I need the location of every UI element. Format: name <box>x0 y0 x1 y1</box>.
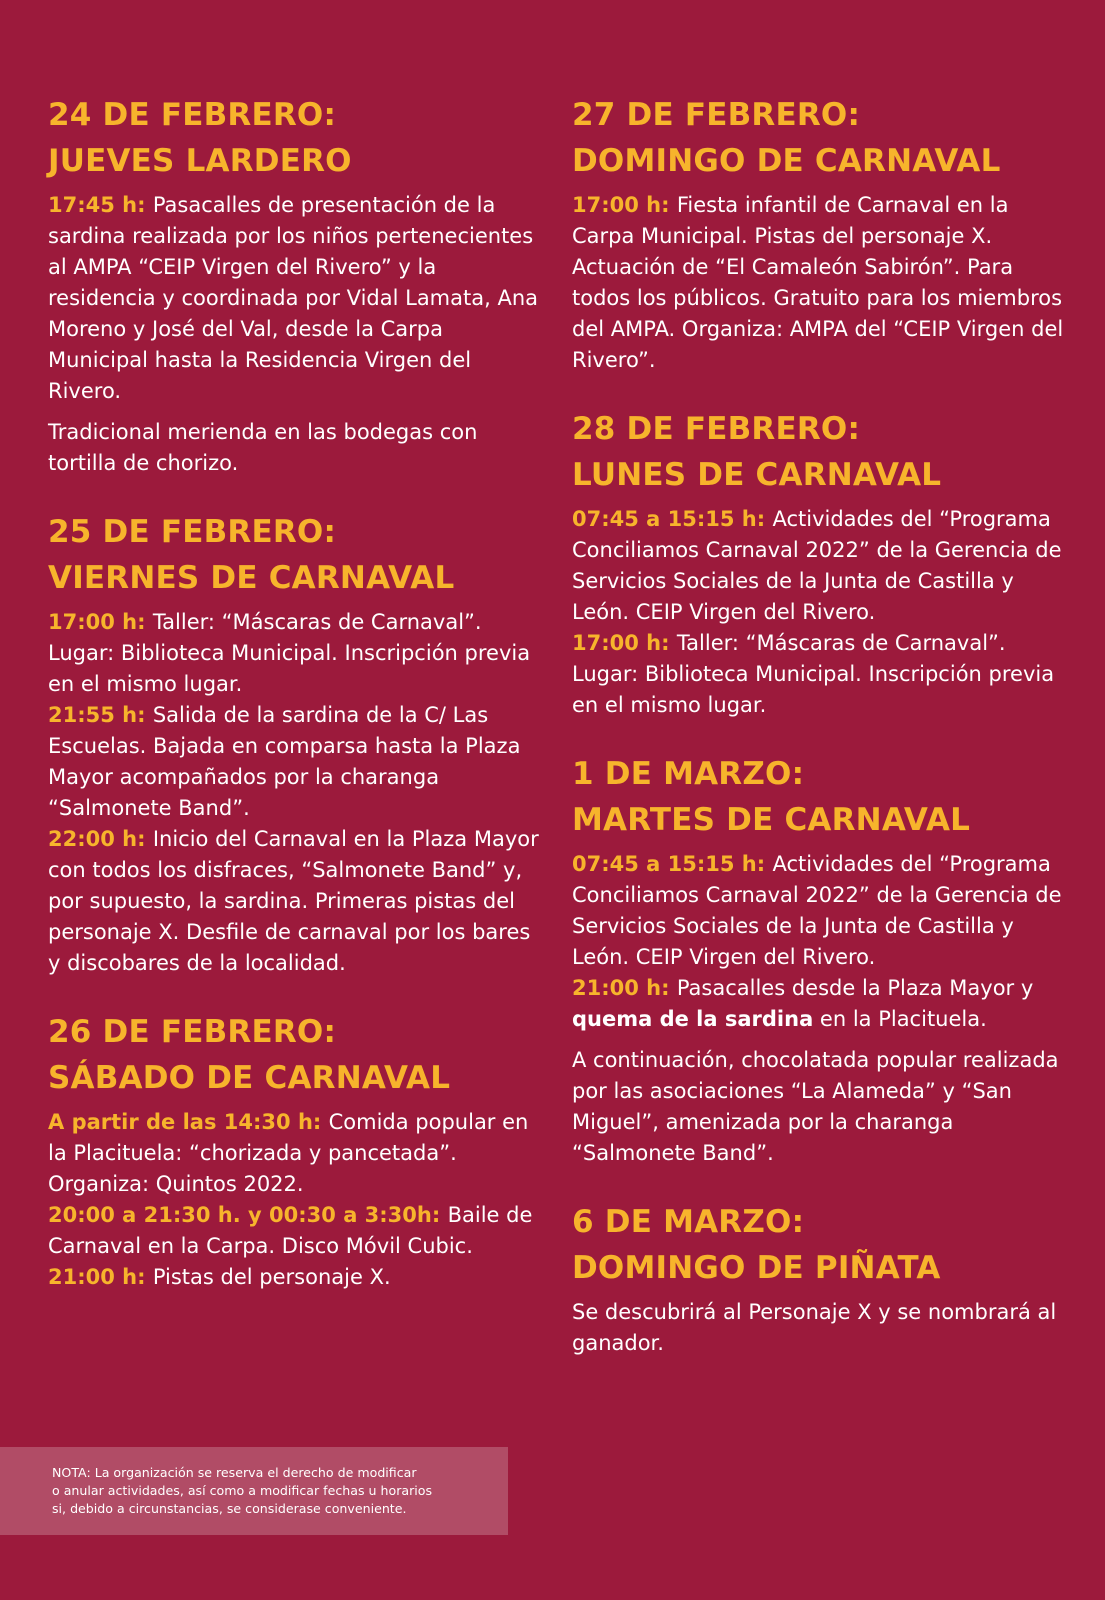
event-paragraph <box>572 190 1067 376</box>
event-text: Salida de la sardina de la C/ Las Escuelas. Bajada en comparsa hasta la Plaza Mayor acompañados por la charanga “Salmonete Band”. <box>48 703 521 820</box>
event-text: Taller: “Máscaras de Carnaval”. Lugar: Biblioteca Municipal. Inscripción previa en el mismo lugar. <box>572 631 1055 717</box>
highlight-text: quema de la sardina <box>572 1007 814 1031</box>
event-time: 22:00 h: <box>48 827 153 851</box>
event-paragraph <box>48 824 548 979</box>
event-text: Se descubrirá al Personaje X y se nombrará al ganador. <box>572 1300 1057 1355</box>
event-time: 07:45 a 15:15 h: <box>572 507 773 531</box>
day-date: 25 DE FEBRERO: <box>48 514 337 550</box>
event-text: Pasacalles de presentación de la sardina realizada por los niños pertenecientes al AMPA “CEIP Virgen del Rivero” y la residencia y coordinada por Vidal Lamata, Ana Moreno y José del Val, desde la Carpa Municipal hasta la Residencia Virgen del Rivero. <box>48 193 539 403</box>
day-date: 6 DE MARZO: <box>572 1204 805 1240</box>
event-text: Pasacalles desde la Plaza Mayor y <box>676 976 1034 1000</box>
left-column <box>48 92 548 1323</box>
day-name: DOMINGO DE PIÑATA <box>572 1250 941 1286</box>
day-name: JUEVES LARDERO <box>48 143 352 179</box>
event-text: Comida popular en la Placituela: “chorizada y pancetada”. Organiza: Quintos 2022. <box>48 1110 529 1196</box>
day-date: 26 DE FEBRERO: <box>48 1014 337 1050</box>
day-heading <box>48 509 548 601</box>
note-line: si, debido a circunstancias, se considerase conveniente. <box>52 1501 407 1516</box>
event-paragraph <box>572 973 1067 1035</box>
event-paragraph <box>48 1107 548 1200</box>
event-text: A continuación, chocolatada popular realizada por las asociaciones “La Alameda” y “San Miguel”, amenizada por la charanga “Salmonete Band”. <box>572 1048 1059 1165</box>
day-heading <box>48 92 548 184</box>
event-paragraph <box>572 628 1067 721</box>
event-text: Tradicional merienda en las bodegas con tortilla de chorizo. <box>48 420 478 475</box>
day-heading <box>572 406 1067 498</box>
event-time: 17:00 h: <box>572 631 677 655</box>
event-text: Actividades del “Programa Conciliamos Carnaval 2022” de la Gerencia de Servicios Sociales de la Junta de Castilla y León. CEIP Virgen del Rivero. <box>572 507 1062 624</box>
event-paragraph <box>48 607 548 700</box>
day-date: 24 DE FEBRERO: <box>48 97 337 133</box>
day-name: SÁBADO DE CARNAVAL <box>48 1060 451 1096</box>
event-text: Inicio del Carnaval en la Plaza Mayor con todos los disfraces, “Salmonete Band” y, por supuesto, la sardina. Primeras pistas del personaje X. Desfile de carnaval por los bares y discobares de la localidad. <box>48 827 539 975</box>
day-heading <box>572 751 1067 843</box>
event-paragraph <box>572 1045 1067 1169</box>
event-paragraph <box>48 1200 548 1262</box>
event-paragraph <box>48 417 548 479</box>
event-paragraph <box>48 190 548 407</box>
event-day-section <box>48 1009 548 1293</box>
event-text: Actividades del “Programa Conciliamos Carnaval 2022” de la Gerencia de Servicios Sociales de la Junta de Castilla y León. CEIP Virgen del Rivero. <box>572 852 1062 969</box>
day-name: LUNES DE CARNAVAL <box>572 457 942 493</box>
event-time: 20:00 a 21:30 h. y 00:30 a 3:30h: <box>48 1203 448 1227</box>
event-time: 21:55 h: <box>48 703 153 727</box>
day-name: VIERNES DE CARNAVAL <box>48 560 455 596</box>
event-time: 21:00 h: <box>572 976 677 1000</box>
event-paragraph <box>572 1297 1067 1359</box>
event-day-section <box>572 1199 1067 1359</box>
day-date: 28 DE FEBRERO: <box>572 411 861 447</box>
event-time: A partir de las 14:30 h: <box>48 1110 329 1134</box>
event-text: en la Placituela. <box>813 1007 987 1031</box>
event-paragraph <box>48 1262 548 1293</box>
right-column <box>572 92 1067 1389</box>
event-time: 17:45 h: <box>48 193 153 217</box>
day-heading <box>572 92 1067 184</box>
event-paragraph <box>572 504 1067 628</box>
note-box <box>0 1447 508 1535</box>
event-text: Baile de Carnaval en la Carpa. Disco Móvil Cubic. <box>48 1203 533 1258</box>
day-date: 27 DE FEBRERO: <box>572 97 861 133</box>
event-text: Fiesta infantil de Carnaval en la Carpa Municipal. Pistas del personaje X. Actuación de “El Camaleón Sabirón”. Para todos los públicos. Gratuito para los miembros del AMPA. Organiza: AMPA del “CEIP Virgen del Rivero”. <box>572 193 1064 372</box>
event-day-section <box>48 92 548 479</box>
day-date: 1 DE MARZO: <box>572 756 805 792</box>
day-heading <box>48 1009 548 1101</box>
event-day-section <box>572 406 1067 721</box>
event-paragraph <box>572 849 1067 973</box>
event-day-section <box>572 92 1067 376</box>
note-line: o anular actividades, así como a modificar fechas u horarios <box>52 1483 433 1498</box>
day-name: MARTES DE CARNAVAL <box>572 802 971 838</box>
event-text: Taller: “Máscaras de Carnaval”. Lugar: Biblioteca Municipal. Inscripción previa en el mismo lugar. <box>48 610 531 696</box>
day-heading <box>572 1199 1067 1291</box>
event-paragraph <box>48 700 548 824</box>
event-time: 07:45 a 15:15 h: <box>572 852 773 876</box>
event-time: 17:00 h: <box>572 193 677 217</box>
event-day-section <box>572 751 1067 1169</box>
event-time: 21:00 h: <box>48 1265 153 1289</box>
event-text: Pistas del personaje X. <box>152 1265 391 1289</box>
day-name: DOMINGO DE CARNAVAL <box>572 143 1001 179</box>
event-time: 17:00 h: <box>48 610 153 634</box>
event-day-section <box>48 509 548 979</box>
note-line: NOTA: La organización se reserva el derecho de modificar <box>52 1465 417 1480</box>
